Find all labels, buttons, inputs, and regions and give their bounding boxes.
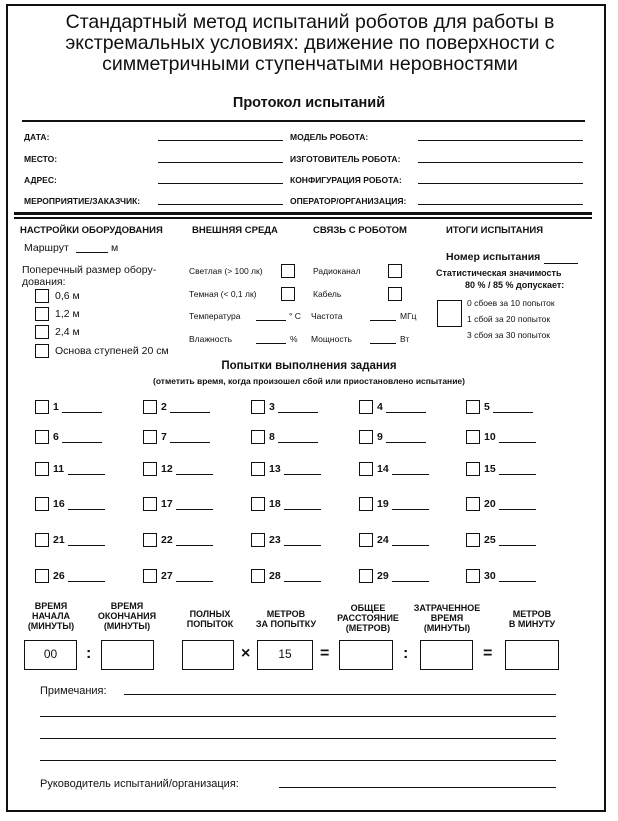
- significance-box[interactable]: [437, 300, 462, 327]
- size-option-label: Основа ступеней 20 см: [55, 345, 169, 357]
- size-2-4-checkbox[interactable]: [35, 325, 49, 339]
- configuration-field[interactable]: [418, 183, 583, 184]
- attempt-time-field[interactable]: [176, 474, 213, 475]
- attempt-number: 15: [484, 463, 496, 475]
- notes-line[interactable]: [40, 716, 556, 717]
- cable-label: Кабель: [313, 289, 342, 299]
- attempt-number: 3: [269, 401, 275, 413]
- attempt-time-field[interactable]: [62, 442, 102, 443]
- attempts-heading: Попытки выполнения задания: [221, 360, 397, 372]
- attempts-subheading: (отметить время, когда произошел сбой или приостановлено испытание): [153, 376, 465, 386]
- attempt-number: 21: [53, 534, 65, 546]
- attempt-checkbox[interactable]: [466, 533, 480, 547]
- attempt-number: 5: [484, 401, 490, 413]
- attempt-number: 10: [484, 431, 496, 443]
- temperature-unit: ° С: [289, 311, 301, 321]
- radio-label: Радиоканал: [313, 266, 361, 276]
- attempt-checkbox[interactable]: [35, 533, 49, 547]
- route-unit: м: [111, 242, 119, 254]
- rule-text: 3 сбоя за 30 попыток: [467, 330, 550, 340]
- radio-checkbox[interactable]: [388, 264, 402, 278]
- attempt-number: 11: [53, 463, 65, 475]
- attempt-checkbox[interactable]: [143, 569, 157, 583]
- colon-operator: :: [403, 645, 409, 662]
- frequency-field[interactable]: [370, 320, 396, 321]
- meters-per-attempt-header: МЕТРОВ ЗА ПОПЫТКУ: [255, 609, 317, 629]
- attempt-checkbox[interactable]: [466, 430, 480, 444]
- light-label: Светлая (> 100 лк): [189, 266, 263, 276]
- protocol-title: Протокол испытаний: [232, 95, 386, 111]
- humidity-label: Влажность: [189, 334, 233, 344]
- attempt-number: 19: [377, 498, 389, 510]
- start-time-box[interactable]: 00: [24, 640, 77, 670]
- manufacturer-field[interactable]: [418, 162, 583, 163]
- end-time-header: ВРЕМЯ ОКОНЧАНИЯ (МИНУТЫ): [97, 601, 157, 631]
- divider: [22, 120, 585, 122]
- size-1-2-checkbox[interactable]: [35, 307, 49, 321]
- attempt-time-field[interactable]: [499, 474, 536, 475]
- frequency-label: Частота: [311, 311, 343, 321]
- attempt-time-field[interactable]: [386, 442, 426, 443]
- attempt-number: 6: [53, 431, 59, 443]
- total-distance-box[interactable]: [339, 640, 393, 670]
- address-label: АДРЕС:: [24, 175, 57, 185]
- attempt-checkbox[interactable]: [143, 462, 157, 476]
- location-label: МЕСТО:: [24, 154, 58, 164]
- divider: [14, 217, 592, 219]
- robot-model-label: МОДЕЛЬ РОБОТА:: [290, 132, 369, 142]
- attempt-time-field[interactable]: [392, 509, 429, 510]
- operator-label: ОПЕРАТОР/ОРГАНИЗАЦИЯ:: [290, 196, 407, 206]
- attempt-checkbox[interactable]: [251, 533, 265, 547]
- attempt-checkbox[interactable]: [466, 400, 480, 414]
- attempt-checkbox[interactable]: [143, 430, 157, 444]
- attempt-number: 2: [161, 401, 167, 413]
- attempt-time-field[interactable]: [62, 412, 102, 413]
- attempt-checkbox[interactable]: [143, 400, 157, 414]
- divider: [14, 212, 592, 215]
- cross-size-label: дования:: [22, 276, 66, 288]
- colon-operator: :: [86, 645, 92, 662]
- attempt-time-field[interactable]: [68, 581, 105, 582]
- equals-operator: =: [483, 645, 493, 662]
- full-attempts-header: ПОЛНЫХ ПОПЫТОК: [186, 609, 234, 629]
- power-unit: Вт: [400, 334, 410, 344]
- attempt-checkbox[interactable]: [466, 569, 480, 583]
- address-field[interactable]: [158, 183, 283, 184]
- communication-heading: СВЯЗЬ С РОБОТОМ: [313, 225, 407, 236]
- test-number-label: Номер испытания: [446, 251, 541, 263]
- meters-per-minute-box[interactable]: [505, 640, 559, 670]
- attempt-checkbox[interactable]: [35, 400, 49, 414]
- attempt-number: 1: [53, 401, 59, 413]
- attempt-number: 20: [484, 498, 496, 510]
- attempt-checkbox[interactable]: [359, 430, 373, 444]
- attempt-checkbox[interactable]: [251, 400, 265, 414]
- notes-line[interactable]: [40, 760, 556, 761]
- cable-checkbox[interactable]: [388, 287, 402, 301]
- environment-heading: ВНЕШНЯЯ СРЕДА: [192, 225, 278, 236]
- size-0-6-checkbox[interactable]: [35, 289, 49, 303]
- date-label: ДАТА:: [24, 132, 50, 142]
- attempt-number: 24: [377, 534, 389, 546]
- operator-field[interactable]: [418, 204, 583, 205]
- supervisor-label: Руководитель испытаний/организация:: [40, 778, 239, 790]
- cross-size-label: Поперечный размер обору-: [22, 264, 157, 276]
- attempt-checkbox[interactable]: [35, 569, 49, 583]
- rule-text: 0 сбоев за 10 попыток: [467, 298, 555, 308]
- attempt-checkbox[interactable]: [35, 497, 49, 511]
- attempt-checkbox[interactable]: [359, 400, 373, 414]
- spent-time-box[interactable]: [420, 640, 473, 670]
- robot-model-field[interactable]: [418, 140, 583, 141]
- attempt-number: 29: [377, 570, 389, 582]
- attempt-time-field[interactable]: [392, 581, 429, 582]
- attempt-time-field[interactable]: [68, 545, 105, 546]
- equipment-heading: НАСТРОЙКИ ОБОРУДОВАНИЯ: [20, 225, 163, 236]
- test-number-field[interactable]: [544, 263, 578, 264]
- meters-per-minute-header: МЕТРОВ В МИНУТУ: [508, 609, 556, 629]
- notes-line[interactable]: [124, 694, 556, 695]
- attempt-time-field[interactable]: [170, 442, 210, 443]
- times-operator: ×: [241, 645, 251, 662]
- power-label: Мощность: [311, 334, 352, 344]
- attempt-checkbox[interactable]: [359, 569, 373, 583]
- frequency-unit: МГц: [400, 311, 417, 321]
- notes-line[interactable]: [40, 738, 556, 739]
- supervisor-line[interactable]: [279, 787, 556, 788]
- attempt-time-field[interactable]: [392, 545, 429, 546]
- equals-operator: =: [320, 645, 330, 662]
- attempt-number: 8: [269, 431, 275, 443]
- attempt-number: 17: [161, 498, 173, 510]
- attempt-time-field[interactable]: [68, 509, 105, 510]
- attempt-time-field[interactable]: [499, 545, 536, 546]
- attempt-number: 27: [161, 570, 173, 582]
- attempt-number: 13: [269, 463, 281, 475]
- attempt-time-field[interactable]: [499, 509, 536, 510]
- rule-text: 1 сбой за 20 попыток: [467, 314, 551, 324]
- attempt-number: 23: [269, 534, 281, 546]
- attempt-number: 26: [53, 570, 65, 582]
- temperature-label: Температура: [189, 311, 241, 321]
- attempt-number: 16: [53, 498, 65, 510]
- attempt-time-field[interactable]: [392, 474, 429, 475]
- attempt-time-field[interactable]: [499, 581, 536, 582]
- attempt-number: 22: [161, 534, 173, 546]
- attempt-checkbox[interactable]: [35, 430, 49, 444]
- manufacturer-label: ИЗГОТОВИТЕЛЬ РОБОТА:: [290, 154, 401, 164]
- results-heading: ИТОГИ ИСПЫТАНИЯ: [446, 225, 544, 236]
- spent-time-header: ЗАТРАЧЕННОЕ ВРЕМЯ (МИНУТЫ): [413, 603, 481, 633]
- attempt-time-field[interactable]: [170, 412, 210, 413]
- attempt-time-field[interactable]: [284, 474, 321, 475]
- configuration-label: КОНФИГУРАЦИЯ РОБОТА:: [290, 175, 402, 185]
- attempt-time-field[interactable]: [278, 442, 318, 443]
- significance-label: Статистическая значимость: [436, 268, 562, 278]
- total-distance-header: ОБЩЕЕ РАССТОЯНИЕ (МЕТРОВ): [337, 603, 399, 633]
- attempt-number: 4: [377, 401, 383, 413]
- attempt-checkbox[interactable]: [466, 462, 480, 476]
- attempt-time-field[interactable]: [176, 509, 213, 510]
- step-base-checkbox[interactable]: [35, 344, 49, 358]
- attempt-time-field[interactable]: [278, 412, 318, 413]
- route-label: Маршрут: [24, 242, 69, 254]
- attempt-number: 12: [161, 463, 173, 475]
- attempt-number: 18: [269, 498, 281, 510]
- attempt-checkbox[interactable]: [143, 533, 157, 547]
- event-field[interactable]: [158, 204, 283, 205]
- size-option-label: 1,2 м: [55, 308, 80, 320]
- attempt-time-field[interactable]: [284, 581, 321, 582]
- attempt-time-field[interactable]: [176, 545, 213, 546]
- dark-checkbox[interactable]: [281, 287, 295, 301]
- humidity-unit: %: [290, 334, 298, 344]
- attempt-time-field[interactable]: [493, 412, 533, 413]
- attempt-number: 30: [484, 570, 496, 582]
- attempt-checkbox[interactable]: [143, 497, 157, 511]
- light-checkbox[interactable]: [281, 264, 295, 278]
- attempt-number: 9: [377, 431, 383, 443]
- attempt-checkbox[interactable]: [251, 497, 265, 511]
- attempt-checkbox[interactable]: [251, 569, 265, 583]
- humidity-field[interactable]: [256, 343, 286, 344]
- attempt-checkbox[interactable]: [466, 497, 480, 511]
- dark-label: Темная (< 0,1 лк): [189, 289, 257, 299]
- attempt-number: 7: [161, 431, 167, 443]
- date-field[interactable]: [158, 140, 283, 141]
- significance-label: 80 % / 85 % допускает:: [465, 280, 565, 290]
- attempt-checkbox[interactable]: [35, 462, 49, 476]
- power-field[interactable]: [370, 343, 396, 344]
- attempt-time-field[interactable]: [68, 474, 105, 475]
- size-option-label: 0,6 м: [55, 290, 80, 302]
- attempt-checkbox[interactable]: [359, 462, 373, 476]
- attempt-number: 14: [377, 463, 389, 475]
- attempt-time-field[interactable]: [176, 581, 213, 582]
- attempt-checkbox[interactable]: [359, 497, 373, 511]
- attempt-checkbox[interactable]: [359, 533, 373, 547]
- event-label: МЕРОПРИЯТИЕ/ЗАКАЗЧИК:: [24, 196, 141, 206]
- meters-per-attempt-box[interactable]: 15: [257, 640, 313, 670]
- attempt-time-field[interactable]: [284, 509, 321, 510]
- form-title: Стандартный метод испытаний роботов для работы в экстремальных условиях: движение по поверхности с симметричными ступенчатыми неровностями: [65, 11, 555, 75]
- full-attempts-box[interactable]: [182, 640, 234, 670]
- attempt-checkbox[interactable]: [251, 430, 265, 444]
- attempt-time-field[interactable]: [386, 412, 426, 413]
- attempt-time-field[interactable]: [284, 545, 321, 546]
- route-field[interactable]: [76, 252, 108, 253]
- attempt-time-field[interactable]: [499, 442, 536, 443]
- attempt-number: 25: [484, 534, 496, 546]
- end-time-box[interactable]: [101, 640, 154, 670]
- attempt-checkbox[interactable]: [251, 462, 265, 476]
- notes-label: Примечания:: [40, 685, 107, 697]
- location-field[interactable]: [158, 162, 283, 163]
- temperature-field[interactable]: [256, 320, 286, 321]
- attempt-number: 28: [269, 570, 281, 582]
- start-time-header: ВРЕМЯ НАЧАЛА (МИНУТЫ): [27, 601, 75, 631]
- size-option-label: 2,4 м: [55, 326, 80, 338]
